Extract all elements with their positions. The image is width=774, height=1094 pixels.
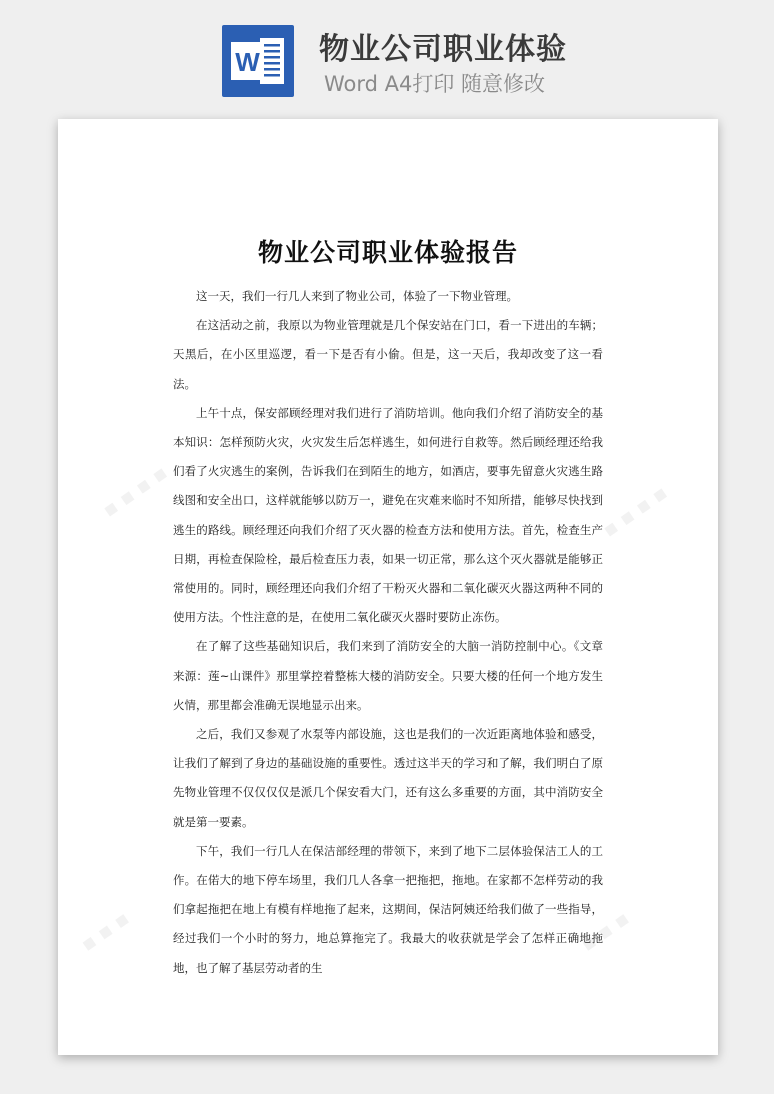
paragraph: 之后，我们又参观了水泵等内部设施，这也是我们的一次近距离地体验和感受，让我们了解到了身边的基础设施的重要性。透过这半天的学习和了解，我们明白了原先物业管理不仅仅仅仅是派几个保安看大门，还有这么多重要的方面，其中消防安全就是第一要素。 <box>173 727 603 829</box>
word-icon <box>222 25 294 97</box>
paragraph: 这一天，我们一行几人来到了物业公司，体验了一下物业管理。 <box>196 289 518 303</box>
header-subtitle: Word A4打印 随意修改 <box>324 72 546 96</box>
document-page <box>58 119 718 1055</box>
word-icon-letter: W <box>235 47 260 77</box>
paragraph: 下午，我们一行几人在保洁部经理的带领下，来到了地下二层体验保洁工人的工作。在偌大的地下停车场里，我们几人各拿一把拖把，拖地。在家都不怎样劳动的我们拿起拖把在地上有模有样地拖了起来，这期间，保洁阿姨还给我们做了一些指导，经过我们一个小时的努力，地总算拖完了。我最大的收获就是学会了怎样正确地拖地，也了解了基层劳动者的生 <box>173 843 603 975</box>
watermark: ▪ ▪ ▪ <box>75 905 134 957</box>
header-title: 物业公司职业体验 <box>319 32 567 67</box>
header-banner <box>0 0 774 118</box>
watermark: ▪ ▪ ▪ ▪ <box>597 480 672 542</box>
watermark: ▪ ▪ ▪ ▪ <box>97 460 172 522</box>
paragraph: 在了解了这些基础知识后，我们来到了消防安全的大脑一消防控制中心。《文章来源：莲~山课件》那里掌控着整栋大楼的消防安全。只要大楼的任何一个地方发生火情，那里都会准确无误地显示出来。 <box>173 639 603 712</box>
document-title: 物业公司职业体验报告 <box>257 238 518 267</box>
document-body <box>173 282 603 983</box>
paragraph: 在这活动之前，我原以为物业管理就是几个保安站在门口，看一下进出的车辆；天黑后，在小区里巡逻，看一下是否有小偷。但是，这一天后，我却改变了这一看法。 <box>173 318 603 391</box>
watermark: ▪ ▪ ▪ <box>575 905 634 957</box>
paragraph: 上午十点，保安部顾经理对我们进行了消防培训。他向我们介绍了消防安全的基本知识：怎样预防火灾，火灾发生后怎样逃生，如何进行自救等。然后顾经理还给我们看了火灾逃生的案例，告诉我们在到陌生的地方，如酒店，要事先留意火灾逃生路线图和安全出口，这样就能够以防万一，避免在灾难来临时不知所措，能够尽快找到逃生的路线。顾经理还向我们介绍了灭火器的检查方法和使用方法。首先，检查生产日期，再检查保险栓，最后检查压力表，如果一切正常，那么这个灭火器就是能够正常使用的。同时，顾经理还向我们介绍了干粉灭火器和二氧化碳灭火器这两种不同的使用方法。个性注意的是，在使用二氧化碳灭火器时要防止冻伤。 <box>173 405 603 625</box>
